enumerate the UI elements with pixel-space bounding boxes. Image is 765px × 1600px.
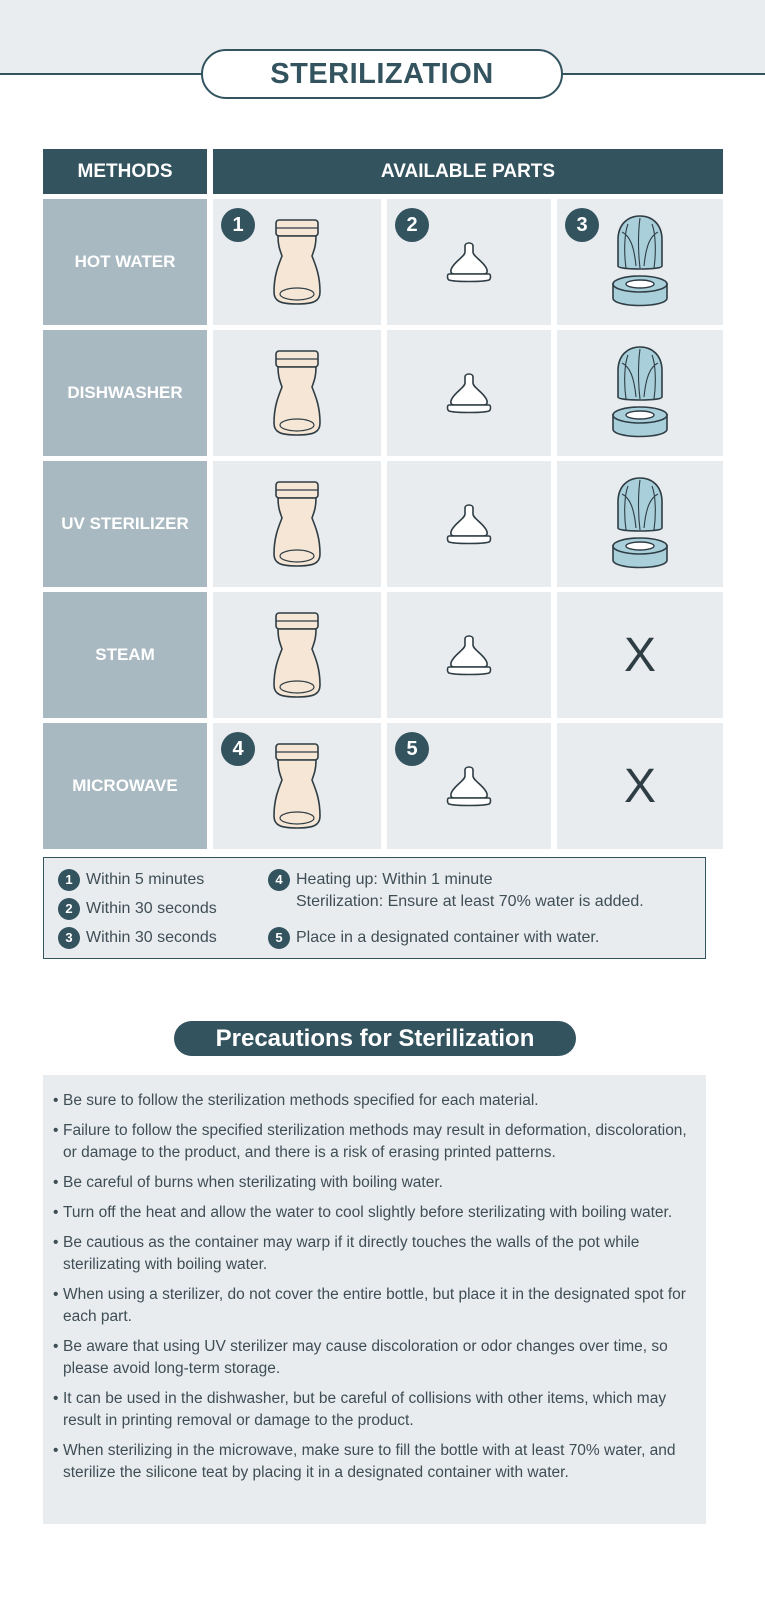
page-title: STERILIZATION (201, 49, 563, 99)
cell-cap (557, 199, 723, 325)
cell-teat (387, 461, 551, 587)
header-methods: METHODS (43, 149, 207, 194)
part-number-badge: 4 (221, 732, 255, 766)
part-number-badge: 2 (395, 208, 429, 242)
method-microwave: MICROWAVE (43, 723, 207, 849)
bottle-icon (268, 742, 326, 830)
not-available-mark: X (623, 759, 656, 813)
precaution-item: • Be sure to follow the sterilization methods specified for each material. (53, 1090, 694, 1112)
teat-icon (446, 240, 492, 284)
cell-bottle (213, 461, 381, 587)
note-text: Within 30 seconds (86, 900, 217, 917)
cap-ring-icon (610, 345, 670, 441)
method-steam: STEAM (43, 592, 207, 718)
teat-icon (446, 502, 492, 546)
part-number-badge: 3 (565, 208, 599, 242)
note-text: Sterilization: Ensure at least 70% water is added. (296, 893, 644, 910)
cell-teat (387, 330, 551, 456)
precaution-item: • Be careful of burns when sterilizating with boiling water. (53, 1172, 694, 1194)
note-1 (58, 869, 204, 891)
cell-bottle (213, 592, 381, 718)
note-5 (268, 927, 599, 949)
cell-not-available (557, 592, 723, 718)
method-dishwasher: DISHWASHER (43, 330, 207, 456)
header-available-parts: AVAILABLE PARTS (213, 149, 723, 194)
cell-bottle (213, 330, 381, 456)
cap-ring-icon (610, 214, 670, 310)
bottle-icon (268, 218, 326, 306)
precaution-item: • Be aware that using UV sterilizer may cause discoloration or odor changes over time, so please avoid long-term storage. (53, 1336, 694, 1380)
cap-ring-icon (610, 476, 670, 572)
precautions-list (53, 1090, 694, 1484)
method-uv-sterilizer: UV STERILIZER (43, 461, 207, 587)
part-number-badge: 5 (395, 732, 429, 766)
part-number-badge: 1 (221, 208, 255, 242)
cell-teat (387, 199, 551, 325)
bottle-icon (268, 349, 326, 437)
teat-icon (446, 371, 492, 415)
note-text: Place in a designated container with water. (296, 929, 600, 946)
cell-not-available (557, 723, 723, 849)
cell-cap (557, 330, 723, 456)
note-number-badge: 4 (268, 869, 290, 891)
teat-icon (446, 633, 492, 677)
cell-bottle (213, 723, 381, 849)
cell-teat (387, 723, 551, 849)
note-4 (268, 869, 644, 913)
method-hot-water: HOT WATER (43, 199, 207, 325)
precautions-title: Precautions for Sterilization (174, 1021, 576, 1056)
precautions-box (43, 1075, 706, 1524)
bottle-icon (268, 480, 326, 568)
bottle-icon (268, 611, 326, 699)
note-number-badge: 1 (58, 869, 80, 891)
not-available-mark: X (623, 628, 656, 682)
precaution-item: • Be cautious as the container may warp if it directly touches the walls of the pot while sterilizating with boiling water. (53, 1232, 694, 1276)
note-2 (58, 898, 217, 920)
precaution-item: • It can be used in the dishwasher, but be careful of collisions with other items, which may result in printing removal or damage to the product. (53, 1388, 694, 1432)
note-text: Heating up: Within 1 minute (296, 871, 493, 888)
notes-box (43, 857, 706, 959)
note-number-badge: 3 (58, 927, 80, 949)
cell-teat (387, 592, 551, 718)
precaution-item: • When using a sterilizer, do not cover the entire bottle, but place it in the designated spot for each part. (53, 1284, 694, 1328)
precaution-item: • Failure to follow the specified sterilization methods may result in deformation, discoloration, or damage to the product, and there is a risk of erasing printed patterns. (53, 1120, 694, 1164)
precaution-item: • Turn off the heat and allow the water to cool slightly before sterilizating with boiling water. (53, 1202, 694, 1224)
note-number-badge: 5 (268, 927, 290, 949)
cell-bottle (213, 199, 381, 325)
note-3 (58, 927, 217, 949)
teat-icon (446, 764, 492, 808)
sterilization-table (43, 149, 723, 849)
precaution-item: • When sterilizing in the microwave, make sure to fill the bottle with at least 70% water, and sterilize the silicone teat by placing it in a designated container with water. (53, 1440, 694, 1484)
cell-cap (557, 461, 723, 587)
note-text: Within 5 minutes (86, 871, 205, 888)
note-number-badge: 2 (58, 898, 80, 920)
note-text: Within 30 seconds (86, 929, 217, 946)
